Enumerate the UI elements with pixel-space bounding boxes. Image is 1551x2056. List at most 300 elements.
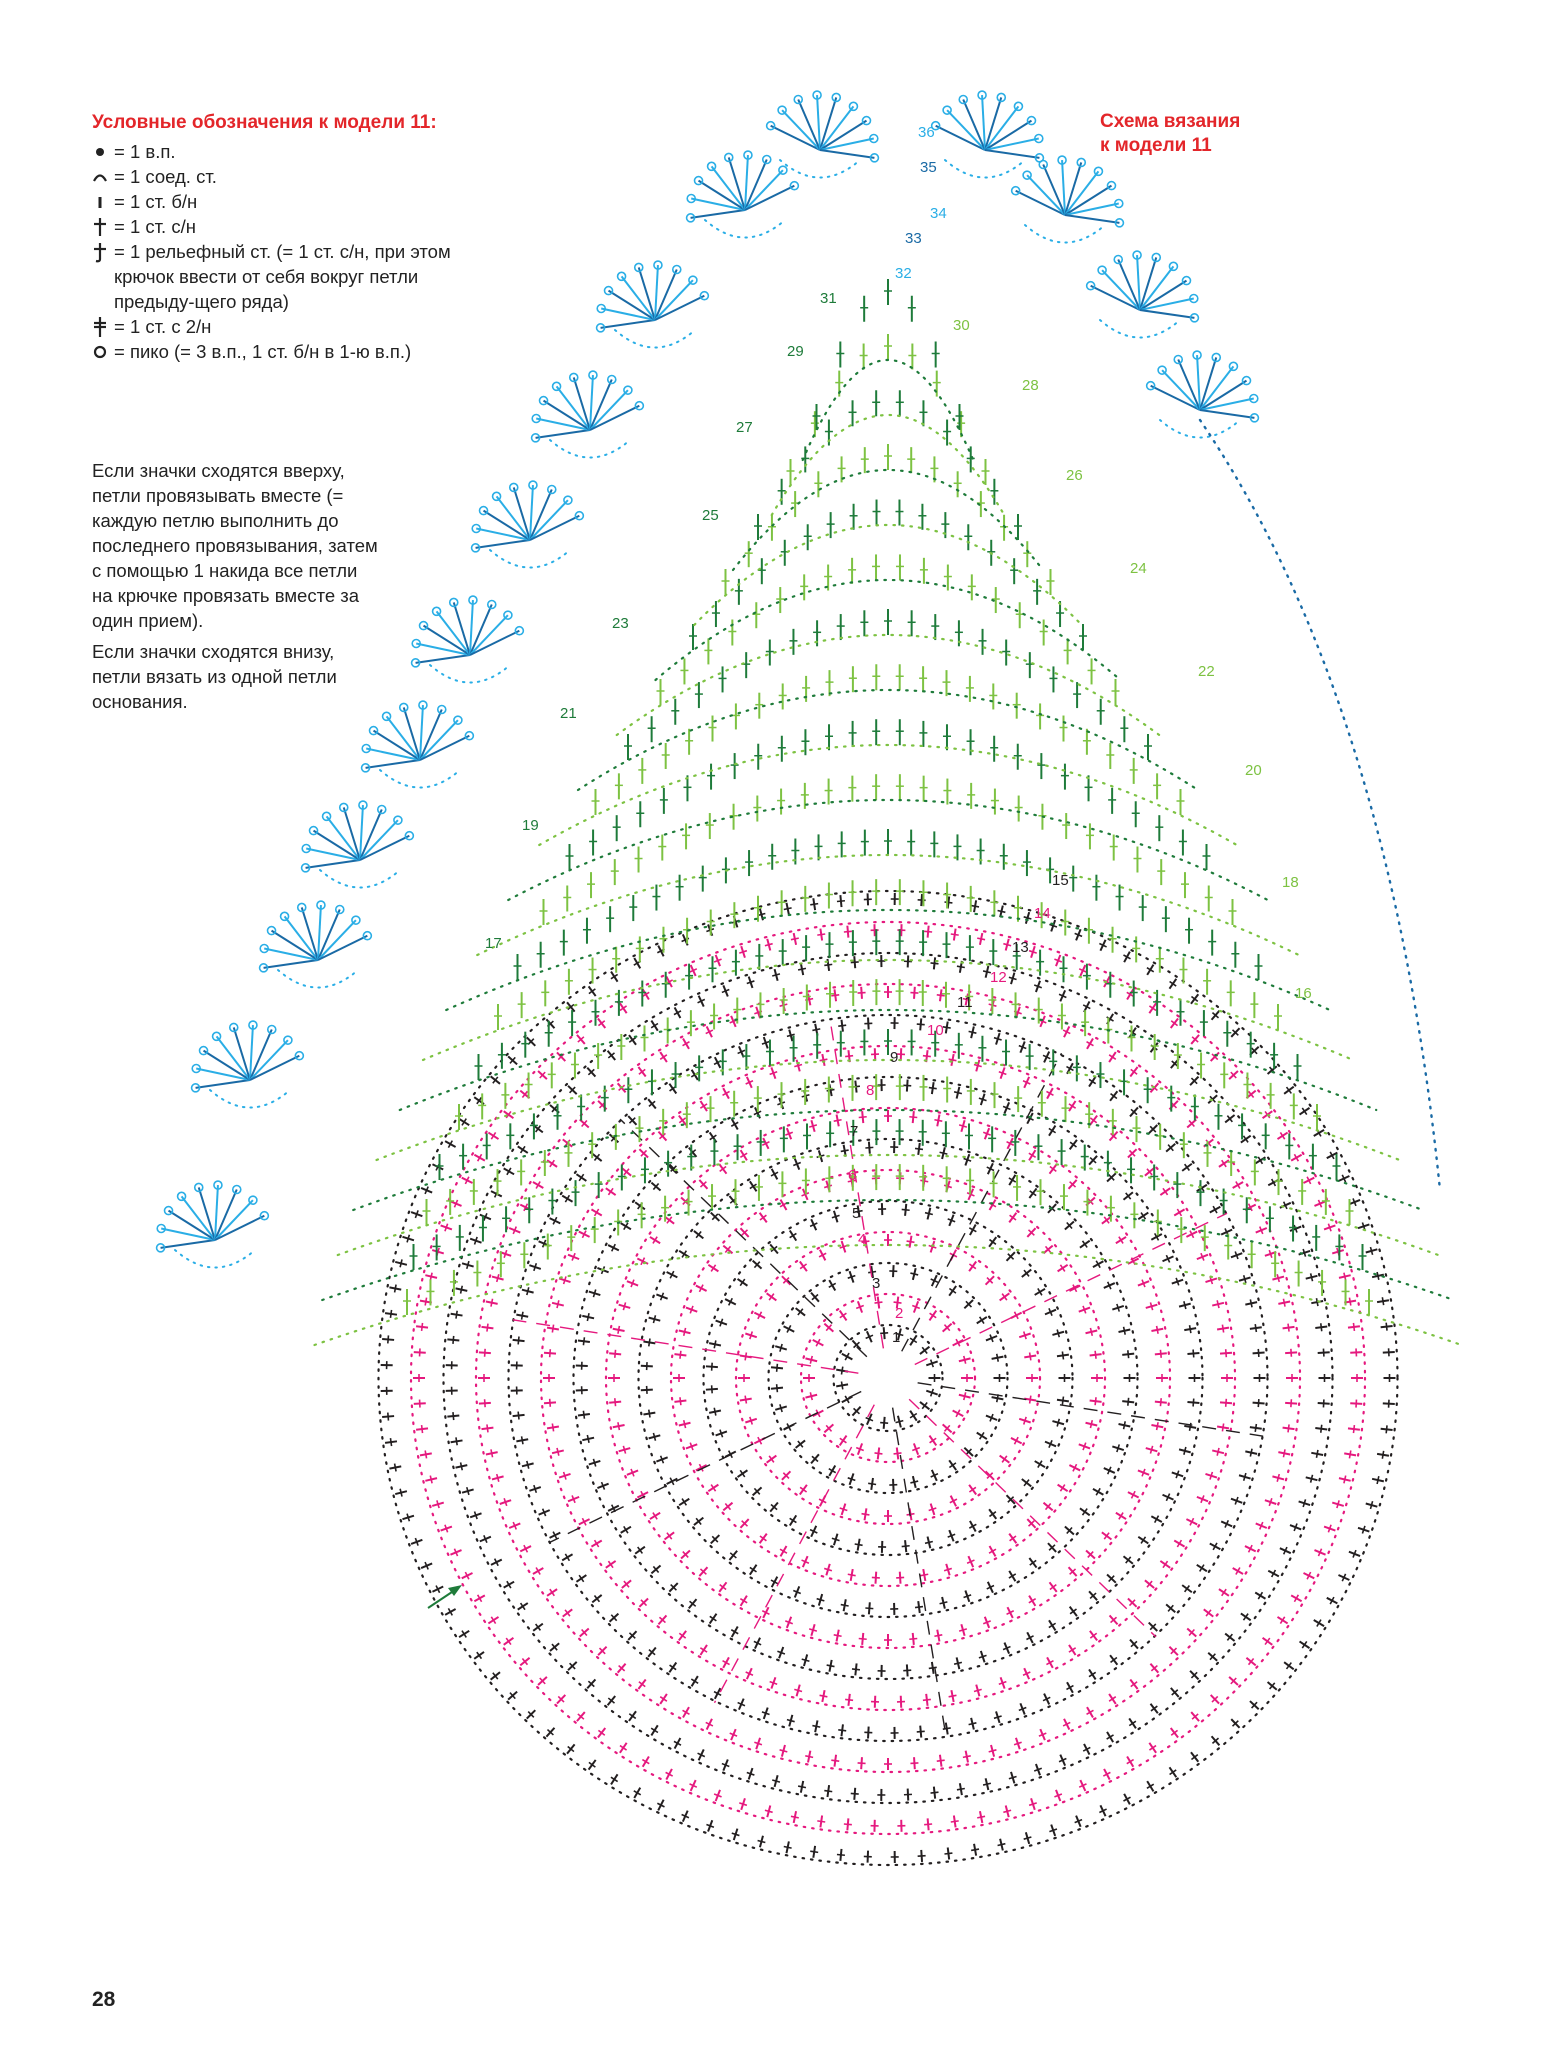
stitch-crossbar bbox=[437, 1500, 439, 1508]
fan-stitch bbox=[318, 936, 367, 960]
fan-stitch bbox=[250, 1040, 288, 1080]
stitch-crossbar bbox=[765, 1810, 773, 1812]
stitch-crossbar bbox=[944, 1853, 952, 1854]
round-label: 33 bbox=[905, 230, 922, 247]
stitch-crossbar bbox=[422, 1323, 423, 1331]
stitch-crossbar bbox=[923, 1056, 931, 1057]
fan-stitch bbox=[196, 1080, 250, 1088]
stitch-crossbar bbox=[949, 1695, 957, 1697]
stitch-crossbar bbox=[1321, 1323, 1322, 1331]
chain-ring bbox=[834, 1325, 943, 1431]
stitch-crossbar bbox=[745, 1396, 746, 1404]
stitch-crossbar bbox=[583, 1411, 584, 1419]
stitch-crossbar bbox=[915, 1607, 923, 1608]
stitch-crossbar bbox=[425, 1298, 426, 1306]
stitch-crossbar bbox=[1124, 1421, 1126, 1429]
fan-stitch bbox=[1140, 310, 1194, 318]
round-number-labels bbox=[485, 124, 1312, 1346]
stitch-crossbar bbox=[653, 1315, 655, 1323]
stitch-crossbar bbox=[453, 1336, 454, 1344]
fan-base-chain bbox=[1160, 420, 1240, 438]
stitch-crossbar bbox=[1217, 1300, 1219, 1308]
chain-ring bbox=[509, 1015, 1268, 1741]
stitch-crossbar bbox=[834, 1635, 842, 1636]
legend-row bbox=[92, 139, 452, 164]
round-label: 25 bbox=[702, 507, 719, 524]
stitch-crossbar bbox=[920, 1180, 928, 1181]
fan-stitch bbox=[470, 631, 519, 655]
stitch-crossbar bbox=[971, 1849, 979, 1850]
stitch-crossbar bbox=[937, 995, 945, 996]
stitch-crossbar bbox=[1226, 1399, 1227, 1407]
stitch-crossbar bbox=[714, 1408, 716, 1416]
stitch-crossbar bbox=[684, 1420, 686, 1428]
round-label: 35 bbox=[920, 159, 937, 176]
stitch-crossbar bbox=[784, 1847, 792, 1849]
stitch-crossbar bbox=[827, 1089, 835, 1090]
round-label: 26 bbox=[1066, 467, 1083, 484]
round-label: 9 bbox=[890, 1049, 899, 1066]
stitch-crossbar bbox=[894, 1302, 902, 1303]
round-label: 27 bbox=[736, 419, 753, 436]
legend-text: = 1 ст. с/н bbox=[114, 216, 196, 237]
round-label: 7 bbox=[850, 1123, 859, 1140]
stitch-crossbar bbox=[587, 1435, 589, 1443]
fan-base-chain bbox=[615, 330, 695, 348]
stitch-crossbar bbox=[653, 1433, 655, 1441]
stitch-crossbar bbox=[959, 1125, 967, 1127]
schema-title-line1: Схема вязания bbox=[1100, 111, 1241, 132]
stitch-crossbar bbox=[1291, 1399, 1292, 1407]
stitch-crossbar bbox=[798, 1786, 806, 1788]
stitch-crossbar bbox=[1217, 1448, 1219, 1456]
stitch-crossbar bbox=[841, 1150, 849, 1151]
petal-spoke bbox=[513, 1320, 859, 1373]
stitch-crossbar bbox=[1277, 1274, 1279, 1282]
stitch-crossbar bbox=[1250, 1449, 1252, 1457]
stitch-crossbar bbox=[934, 1120, 942, 1121]
stitch-crossbar bbox=[810, 1851, 818, 1852]
fan-stitch bbox=[536, 430, 590, 438]
stitch-crossbar bbox=[765, 944, 773, 946]
round-label: 17 bbox=[485, 935, 502, 952]
stitch-crossbar bbox=[623, 1302, 625, 1310]
stitch-crossbar bbox=[388, 1413, 389, 1421]
stitch-crossbar bbox=[838, 1730, 846, 1731]
top-chain-arc bbox=[578, 690, 1198, 790]
stitch-crossbar bbox=[518, 1336, 519, 1344]
stitch-crossbar bbox=[838, 1025, 846, 1026]
stitch-crossbar bbox=[1244, 1275, 1246, 1283]
stitch-crossbar bbox=[1311, 1273, 1313, 1281]
stitch-crossbar bbox=[817, 1821, 825, 1822]
stitch-crossbar bbox=[994, 1038, 1002, 1040]
round-label: 14 bbox=[1034, 905, 1051, 922]
stitch-crossbar bbox=[1255, 1324, 1256, 1332]
stitch-crossbar bbox=[453, 1412, 454, 1420]
stitch-crossbar bbox=[940, 1152, 948, 1154]
stitch-crossbar bbox=[587, 1313, 589, 1321]
round-label: 24 bbox=[1130, 560, 1147, 577]
schema-title-line2: к модели 11 bbox=[1100, 135, 1212, 156]
picot-ring bbox=[480, 507, 488, 515]
stitch-crossbar bbox=[910, 1763, 918, 1764]
stitch-crossbar bbox=[772, 1780, 780, 1782]
stitch-crossbar bbox=[1321, 1425, 1322, 1433]
stitch-crossbar bbox=[851, 962, 859, 963]
fan-stitch bbox=[985, 150, 1039, 158]
stitch-crossbar bbox=[1157, 1422, 1158, 1430]
stitch-crossbar bbox=[1386, 1425, 1387, 1433]
stitch-crossbar bbox=[680, 1397, 681, 1405]
round-label: 10 bbox=[927, 1022, 944, 1039]
stitch-crossbar bbox=[430, 1476, 432, 1484]
round-label: 6 bbox=[848, 1167, 857, 1184]
stitch-crossbar bbox=[798, 968, 806, 970]
stitch-crossbar bbox=[851, 1793, 859, 1794]
stitch-crossbar bbox=[593, 1459, 595, 1467]
stitch-crossbar bbox=[491, 1449, 493, 1457]
page-number: 28 bbox=[92, 1988, 116, 2011]
legend-row bbox=[92, 239, 452, 314]
stitch-crossbar bbox=[1255, 1424, 1256, 1432]
stitch-crossbar bbox=[1184, 1301, 1186, 1309]
stitch-crossbar bbox=[977, 1816, 985, 1818]
stitch-crossbar bbox=[845, 1056, 853, 1057]
legend-text: = пико (= 3 в.п., 1 ст. б/н в 1-ю в.п.) bbox=[114, 341, 412, 362]
stitch-crossbar bbox=[1226, 1349, 1227, 1357]
round-label: 16 bbox=[1295, 985, 1312, 1002]
legend-text: = 1 рельефный ст. (= 1 ст. с/н, при этом крючок ввести от себя вокруг петли предыду-щего ряда) bbox=[114, 241, 451, 312]
legend-row bbox=[92, 339, 452, 364]
stitch-crossbar bbox=[1160, 1350, 1161, 1358]
fan-base-chain bbox=[490, 550, 570, 568]
stitch-crossbar bbox=[780, 1404, 782, 1412]
top-panel-rounds bbox=[315, 279, 1462, 1345]
stitch-crossbar bbox=[1311, 1475, 1313, 1483]
fan-base-chain bbox=[1100, 320, 1180, 338]
fan-stitch bbox=[655, 296, 704, 320]
stitch-crossbar bbox=[784, 908, 792, 910]
stitch-crossbar bbox=[931, 1792, 939, 1793]
fan-stitch bbox=[782, 110, 820, 150]
stitch-crossbar bbox=[557, 1300, 559, 1308]
stitch-crossbar bbox=[865, 1608, 873, 1609]
stitch-crossbar bbox=[1190, 1325, 1191, 1333]
stitch-crossbar bbox=[1009, 1776, 1017, 1778]
fan-base-chain bbox=[278, 970, 358, 988]
stitch-crossbar bbox=[1024, 1837, 1032, 1839]
stitch-crossbar bbox=[714, 1340, 716, 1348]
fan-stitch bbox=[250, 1056, 299, 1080]
stitch-crossbar bbox=[1150, 1302, 1152, 1310]
stitch-crossbar bbox=[817, 934, 825, 935]
stitch-crossbar bbox=[461, 1286, 463, 1294]
stitch-crossbar bbox=[1353, 1323, 1354, 1331]
fan-stitch bbox=[1162, 370, 1200, 410]
fan-stitch bbox=[1065, 215, 1119, 223]
round-label: 1 bbox=[892, 1329, 901, 1346]
arc-icon bbox=[92, 164, 114, 189]
fan-base-chain bbox=[1025, 225, 1105, 243]
picot-ring bbox=[249, 1196, 257, 1204]
stitch-crossbar bbox=[902, 1209, 910, 1210]
stitch-crossbar bbox=[1370, 1501, 1372, 1509]
round-label: 8 bbox=[866, 1082, 875, 1099]
legend-title: Условные обозначения к модели 11: bbox=[92, 112, 437, 133]
stitch-crossbar bbox=[998, 911, 1006, 913]
notes bbox=[92, 458, 382, 720]
round-label: 34 bbox=[930, 205, 947, 222]
stitch-crossbar bbox=[1009, 977, 1017, 979]
stitch-crossbar bbox=[841, 1605, 849, 1606]
stitch-crossbar bbox=[837, 901, 845, 902]
stitch-crossbar bbox=[1344, 1273, 1346, 1281]
stitch-crossbar bbox=[615, 1398, 616, 1406]
fan-stitch bbox=[476, 540, 530, 548]
stitch-crossbar bbox=[858, 1763, 866, 1764]
stitch-crossbar bbox=[1386, 1323, 1387, 1331]
stitch-crossbar bbox=[844, 931, 852, 932]
stitch-crossbar bbox=[943, 1027, 951, 1028]
stitch-crossbar bbox=[425, 1450, 426, 1458]
top-chain-arc bbox=[322, 1200, 1454, 1300]
stitch-crossbar bbox=[618, 1326, 619, 1334]
stitch-crossbar bbox=[940, 1602, 948, 1604]
stitch-crossbar bbox=[880, 1423, 888, 1424]
stitch-crossbar bbox=[812, 1029, 820, 1031]
right-edge-chain bbox=[1200, 420, 1440, 1190]
stitch-crossbar bbox=[910, 1273, 918, 1275]
stitch-crossbar bbox=[1277, 1474, 1279, 1482]
round-label: 29 bbox=[787, 343, 804, 360]
fan-stitch bbox=[655, 280, 693, 320]
stitch-crossbar bbox=[937, 1760, 945, 1761]
stitch-crossbar bbox=[1150, 1446, 1152, 1454]
fan-base-chain bbox=[380, 770, 460, 788]
stitch-crossbar bbox=[929, 1088, 937, 1089]
fan-base-chain bbox=[320, 870, 400, 888]
stitch-crossbar bbox=[923, 1699, 931, 1700]
legend-row bbox=[92, 164, 452, 189]
stitch-crossbar bbox=[868, 1272, 876, 1273]
stitch-crossbar bbox=[1344, 1476, 1346, 1484]
relief-stitch-icon bbox=[92, 239, 114, 264]
stitch-crossbar bbox=[909, 1639, 917, 1640]
stitch-crossbar bbox=[820, 1059, 828, 1061]
stitch-crossbar bbox=[944, 1568, 952, 1570]
stitch-crossbar bbox=[407, 1514, 409, 1522]
stitch-crossbar bbox=[812, 1726, 820, 1728]
stitch-crossbar bbox=[684, 1328, 686, 1336]
chain-ring bbox=[704, 1201, 1073, 1555]
stitch-crossbar bbox=[964, 1356, 966, 1364]
fan-stitch bbox=[215, 1200, 253, 1240]
legend-text: = 1 соед. ст. bbox=[114, 166, 217, 187]
legend-row bbox=[92, 214, 452, 239]
stitch-crossbar bbox=[1244, 1473, 1246, 1481]
stitch-crossbar bbox=[841, 1367, 842, 1375]
stitch-crossbar bbox=[954, 1092, 962, 1094]
stitch-crossbar bbox=[810, 1392, 812, 1400]
stitch-crossbar bbox=[859, 1639, 867, 1640]
stitch-crossbar bbox=[931, 963, 939, 964]
stitch-crossbar bbox=[910, 1481, 918, 1483]
stitch-crossbar bbox=[550, 1349, 551, 1357]
fan-base-chain bbox=[780, 160, 860, 178]
stitch-crossbar bbox=[780, 1344, 782, 1352]
fan-stitch bbox=[745, 170, 783, 210]
stitch-crossbar bbox=[712, 1363, 713, 1371]
stitch-crossbar bbox=[1258, 1399, 1259, 1407]
fan-stitch bbox=[470, 615, 508, 655]
start-arrow bbox=[428, 1585, 462, 1608]
stitch-crossbar bbox=[834, 1120, 842, 1121]
stitch-crossbar bbox=[944, 1185, 952, 1187]
stitch-crossbar bbox=[989, 1750, 997, 1752]
fan-stitch bbox=[1200, 410, 1254, 418]
stitch-crossbar bbox=[618, 1422, 619, 1430]
fan-stitch bbox=[530, 500, 568, 540]
stitch-crossbar bbox=[456, 1437, 457, 1445]
round-label: 36 bbox=[918, 124, 935, 141]
stitch-crossbar bbox=[824, 964, 832, 965]
stitch-crossbar bbox=[824, 1185, 832, 1187]
stitch-crossbar bbox=[1193, 1399, 1194, 1407]
stitch-crossbar bbox=[969, 1723, 977, 1725]
stitch-crossbar bbox=[907, 1241, 915, 1242]
stitch-crossbar bbox=[951, 934, 959, 935]
stitch-crossbar bbox=[1128, 1350, 1129, 1358]
stitch-crossbar bbox=[1222, 1424, 1223, 1432]
stitch-crossbar bbox=[407, 1235, 409, 1243]
fan-stitch bbox=[590, 390, 628, 430]
stitch-crossbar bbox=[791, 938, 799, 940]
stitch-crossbar bbox=[1382, 1297, 1383, 1305]
stitch-crossbar bbox=[875, 1453, 883, 1454]
stitch-crossbar bbox=[859, 1117, 867, 1118]
stitch-crossbar bbox=[910, 993, 918, 994]
fan-base-chain bbox=[550, 440, 630, 458]
fan-stitch bbox=[360, 836, 409, 860]
round-label: 4 bbox=[858, 1231, 867, 1248]
schema-title bbox=[1100, 110, 1300, 158]
stitch-crossbar bbox=[1370, 1247, 1372, 1255]
stitch-crossbar bbox=[875, 1302, 883, 1303]
petal-spoke bbox=[918, 1383, 1264, 1436]
stitch-crossbar bbox=[522, 1312, 523, 1320]
fan-stitch bbox=[360, 820, 398, 860]
stitch-crossbar bbox=[390, 1310, 391, 1318]
round-label: 3 bbox=[872, 1275, 881, 1292]
stitch-crossbar bbox=[1349, 1298, 1350, 1306]
round-label: 15 bbox=[1052, 872, 1069, 889]
stitch-crossbar bbox=[949, 1059, 957, 1061]
stitch-crossbar bbox=[934, 1635, 942, 1636]
stitch-crossbar bbox=[791, 1816, 799, 1818]
stitch-crossbar bbox=[917, 1024, 925, 1025]
stitch-crossbar bbox=[1193, 1349, 1194, 1357]
stitch-crossbar bbox=[557, 1448, 559, 1456]
fan-stitch bbox=[936, 126, 985, 150]
stitch-crossbar bbox=[422, 1425, 423, 1433]
round-label: 11 bbox=[957, 994, 973, 1011]
stitch-crossbar bbox=[1090, 1420, 1092, 1428]
stitch-crossbar bbox=[915, 1148, 923, 1149]
legend-text: = 1 ст. б/н bbox=[114, 191, 198, 212]
stitch-crossbar bbox=[1316, 1450, 1317, 1458]
fan-stitch bbox=[745, 186, 794, 210]
stitch-crossbar bbox=[1353, 1425, 1354, 1433]
stitch-crossbar bbox=[550, 1399, 551, 1407]
stitch-crossbar bbox=[924, 931, 932, 932]
stitch-crossbar bbox=[894, 1453, 902, 1454]
stitch-crossbar bbox=[902, 1546, 910, 1547]
stitch-crossbar bbox=[1184, 1447, 1186, 1455]
stitch-crossbar bbox=[957, 966, 965, 967]
fan-stitch bbox=[1016, 191, 1065, 215]
stitch-crossbar bbox=[745, 1352, 746, 1360]
stitch-crossbar bbox=[467, 1261, 469, 1269]
stitch-crossbar bbox=[944, 902, 952, 903]
stitch-crossbar bbox=[518, 1412, 519, 1420]
round-label: 20 bbox=[1245, 762, 1262, 779]
stitch-crossbar bbox=[461, 1462, 463, 1470]
stitch-crossbar bbox=[837, 1855, 845, 1856]
stitch-crossbar bbox=[903, 1670, 911, 1671]
stitch-crossbar bbox=[824, 1568, 832, 1570]
fan-stitch bbox=[601, 320, 655, 328]
stitch-crossbar bbox=[959, 1629, 967, 1631]
stitch-crossbar bbox=[951, 1821, 959, 1822]
fan-stitch bbox=[1102, 270, 1140, 310]
stitch-crossbar bbox=[963, 1756, 971, 1758]
stitch-crossbar bbox=[925, 1541, 933, 1543]
stitch-crossbar bbox=[1090, 1328, 1092, 1336]
fan-stitch bbox=[318, 920, 356, 960]
stitch-crossbar bbox=[388, 1335, 389, 1343]
round-label: 12 bbox=[990, 969, 1007, 986]
stitch-crossbar bbox=[497, 1274, 499, 1282]
stitch-crossbar bbox=[623, 1446, 625, 1454]
fan-stitch bbox=[1027, 175, 1065, 215]
stitch-crossbar bbox=[1095, 1397, 1096, 1405]
stitch-crossbar bbox=[527, 1287, 529, 1295]
stitch-crossbar bbox=[777, 1364, 778, 1372]
stitch-crossbar bbox=[820, 1695, 828, 1697]
stitch-crossbar bbox=[1283, 1449, 1285, 1457]
fan-base-chain bbox=[945, 160, 1025, 178]
stitch-crossbar bbox=[1377, 1476, 1379, 1484]
stitch-crossbar bbox=[491, 1299, 493, 1307]
fan-stitch bbox=[1091, 286, 1140, 310]
double-cross-icon bbox=[92, 314, 114, 339]
round-label: 32 bbox=[895, 265, 912, 282]
stitch-crossbar bbox=[1337, 1500, 1339, 1508]
round-label: 28 bbox=[1022, 377, 1039, 394]
stitch-crossbar bbox=[1288, 1324, 1289, 1332]
stitch-crossbar bbox=[794, 1065, 802, 1067]
stitch-crossbar bbox=[1003, 944, 1011, 946]
cross-stitch-icon bbox=[92, 214, 114, 239]
stitch-crossbar bbox=[809, 1629, 817, 1631]
top-chain-arc bbox=[617, 635, 1160, 735]
ring-icon bbox=[92, 339, 114, 364]
stitch-crossbar bbox=[780, 1750, 788, 1752]
stitch-crossbar bbox=[1377, 1272, 1379, 1280]
fan-stitch bbox=[420, 736, 469, 760]
stitch-crossbar bbox=[994, 1716, 1002, 1718]
